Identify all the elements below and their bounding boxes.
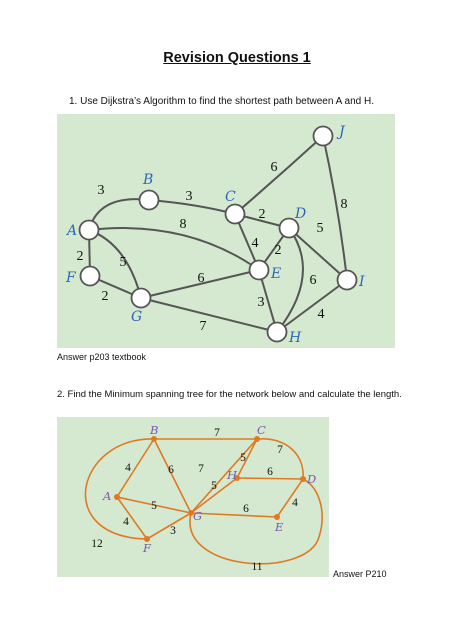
mst-edge-weight-a-g: 5 [151,500,157,512]
node-label-e: E [271,266,282,282]
node-label-j: J [339,124,345,140]
node-f [81,267,100,286]
mst-node-label-c: C [257,423,266,437]
dijkstra-network-diagram [57,114,395,348]
node-c [226,205,245,224]
mst-node-label-f: F [143,541,151,555]
mst-node-label-b: B [150,423,159,437]
edge-weight-a-b: 3 [97,183,105,198]
edge-weight-a-f: 2 [76,249,84,264]
mst-node-label-e: E [275,520,284,534]
edge-weight-f-g: 2 [101,289,109,304]
mst-node-label-d: D [307,472,317,486]
edge-weight-a-g: 5 [119,255,127,270]
diagram-1-background [57,114,395,348]
edge-weight-j-i: 8 [340,197,348,212]
node-label-d: D [295,206,307,222]
node-label-f: F [66,270,76,286]
mst-edge-weight-a-b: 4 [125,462,131,474]
mst-node-label-g: G [193,509,203,523]
question-1-answer-reference: Answer p203 textbook [57,352,147,362]
edge-weight-g-e: 6 [197,271,205,286]
mst-edge-weight-d-e: 4 [292,497,298,509]
edge-weight-g-h: 7 [199,319,207,334]
edge-weight-c-d: 2 [258,207,266,222]
node-label-c: C [225,189,236,205]
edge-weight-b-c: 3 [185,189,193,204]
node-label-h: H [289,330,302,346]
mst-edge-weight-g-d: 11 [251,561,263,573]
node-j [314,127,333,146]
question-2-answer-reference: Answer P210 [333,569,387,579]
question-1-text: 1. Use Dijkstra’s Algorithm to find the shortest path between A and H. [69,96,374,107]
mst-node-label-h: H [227,468,238,482]
mst-edge-weight-a-f: 4 [123,516,129,528]
mst-edge-weight-c-d: 7 [277,444,283,456]
mst-edge-weight-c-g: 7 [198,463,204,475]
mst-edge-weight-b-c: 7 [214,427,220,439]
node-label-a: A [67,223,78,239]
node-label-b: B [143,172,154,188]
edge-weight-e-h: 3 [257,295,265,310]
minimum-spanning-tree-network-diagram [57,417,329,577]
node-g [132,289,151,308]
edge-weight-d-h: 6 [309,273,317,288]
mst-edge-h-d [237,478,303,479]
mst-node-d [300,476,306,482]
node-a [80,221,99,240]
edge-weight-a-e: 8 [179,217,187,232]
mst-edge-weight-c-h: 5 [240,452,246,464]
node-h [268,323,287,342]
page-title: Revision Questions 1 [163,50,311,66]
edge-weight-c-e: 4 [251,236,259,251]
edge-weight-h-i: 4 [317,307,325,322]
mst-edge-weight-g-h: 5 [211,480,217,492]
mst-edge-weight-h-d: 6 [267,466,273,478]
edge-weight-d-i: 5 [316,221,324,236]
question-2-text: 2. Find the Minimum spanning tree for the network below and calculate the length. [57,389,402,400]
mst-edge-weight-b-f: 12 [91,538,103,550]
edge-weight-c-j: 6 [270,160,278,175]
mst-node-a [114,494,120,500]
node-label-i: I [359,274,365,290]
diagram-2-background [57,417,329,577]
mst-node-label-a: A [103,489,112,503]
node-label-g: G [131,309,143,325]
mst-edge-weight-b-g: 6 [168,464,174,476]
node-i [338,271,357,290]
node-e [250,261,269,280]
mst-edge-weight-g-e: 6 [243,503,249,515]
mst-edge-weight-f-g: 3 [170,525,176,537]
node-b [140,191,159,210]
edge-weight-d-e: 2 [274,243,282,258]
